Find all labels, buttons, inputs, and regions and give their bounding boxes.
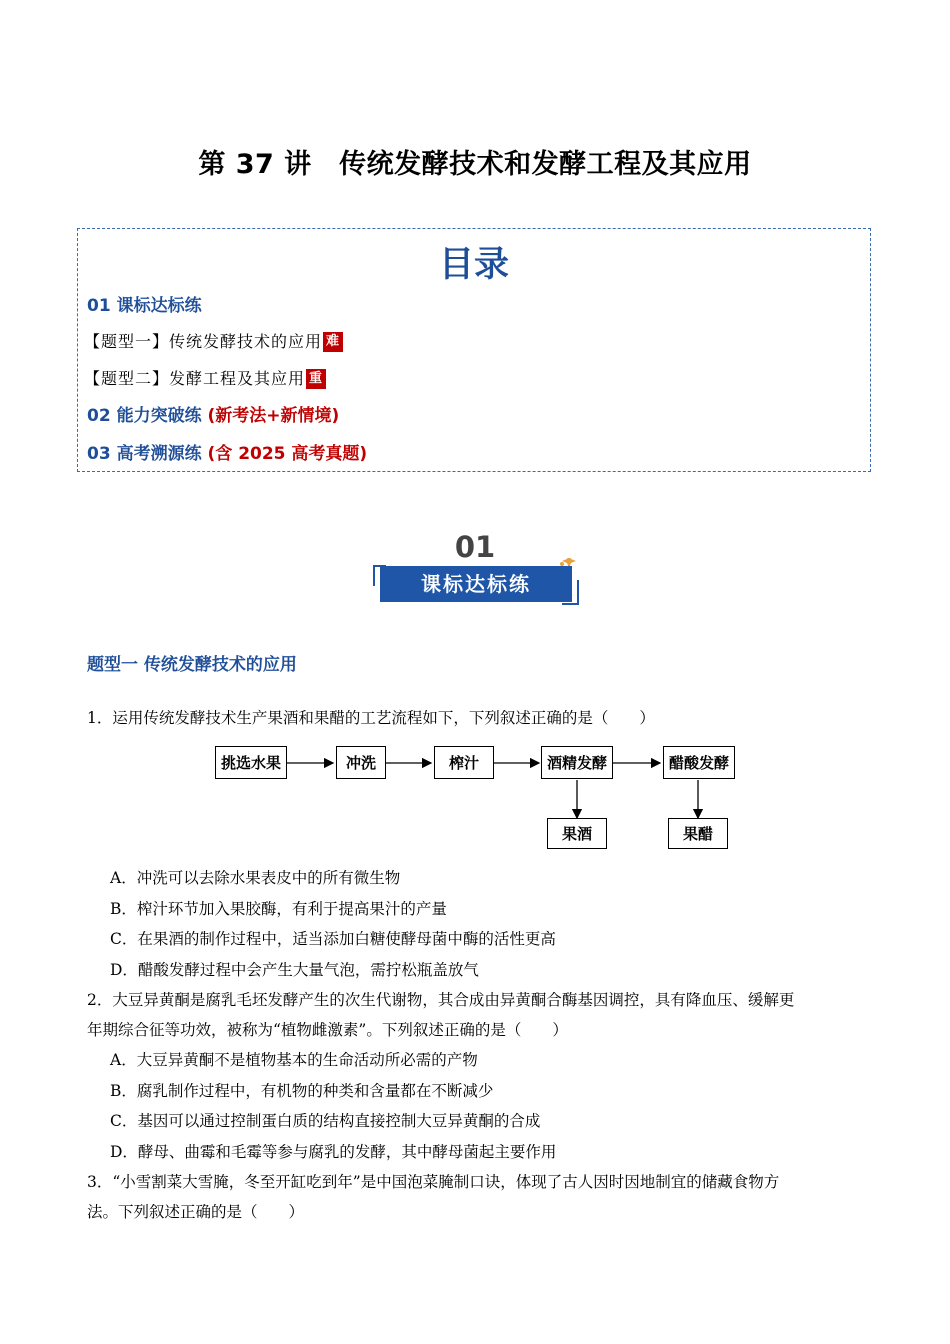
flow-product-vinegar: 果醋 [668,818,728,849]
toc-item-2-label: 【题型二】发酵工程及其应用 [84,369,306,388]
question-1-stem: 1．运用传统发酵技术生产果酒和果醋的工艺流程如下，下列叙述正确的是（ ） [87,709,655,727]
toc-item-2[interactable] [84,366,326,389]
toc-section-3-note: (含 2025 高考真题) [207,444,368,464]
flow-product-wine: 果酒 [547,818,607,849]
section-number: 01 [454,530,496,564]
question-3-stem-line-2: 法。下列叙述正确的是（ ） [87,1203,305,1221]
flow-step-juice: 榨汁 [434,746,494,779]
question-type-title: 题型一 传统发酵技术的应用 [87,655,297,675]
flow-step-wash: 冲洗 [336,746,386,779]
toc-section-1[interactable]: 01 课标达标练 [87,296,202,316]
toc-section-3-label: 03 高考溯源练 [87,444,208,464]
question-2-option-b[interactable]: B．腐乳制作过程中，有机物的种类和含量都在不断减少 [110,1082,494,1100]
table-of-contents [77,228,871,472]
page-title: 第 37 讲 传统发酵技术和发酵工程及其应用 [198,149,752,180]
toc-section-2[interactable] [87,401,339,426]
flow-step-select-fruit: 挑选水果 [215,746,287,779]
difficulty-badge: 难 [323,332,343,352]
toc-item-1[interactable] [84,329,343,352]
toc-heading: 目录 [438,245,509,285]
toc-section-2-label: 02 能力突破练 [87,406,208,426]
toc-section-2-note: (新考法+新情境) [207,406,340,426]
toc-section-3[interactable] [87,439,367,464]
importance-badge: 重 [306,369,326,389]
flow-step-acetic-fermentation: 醋酸发酵 [663,746,735,779]
toc-item-1-label: 【题型一】传统发酵技术的应用 [84,332,323,351]
question-2-option-c[interactable]: C．基因可以通过控制蛋白质的结构直接控制大豆异黄酮的合成 [110,1112,541,1130]
question-1-option-b[interactable]: B．榨汁环节加入果胶酶，有利于提高果汁的产量 [110,900,447,918]
question-2-option-d[interactable]: D．酵母、曲霉和毛霉等参与腐乳的发酵，其中酵母菌起主要作用 [110,1143,557,1161]
question-1-option-d[interactable]: D．醋酸发酵过程中会产生大量气泡，需拧松瓶盖放气 [110,961,479,979]
question-1-option-a[interactable]: A．冲洗可以去除水果表皮中的所有微生物 [110,869,401,887]
question-3-stem-line-1: 3．“小雪割菜大雪腌，冬至开缸吃到年”是中国泡菜腌制口诀，体现了古人因时因地制宜的储藏食物方 [87,1173,780,1191]
section-banner: 课标达标练 [380,566,572,602]
question-2-stem-line-1: 2．大豆异黄酮是腐乳毛坯发酵产生的次生代谢物，其合成由异黄酮合酶基因调控，具有降血压、缓解更 [87,991,795,1009]
question-2-option-a[interactable]: A．大豆异黄酮不是植物基本的生命活动所必需的产物 [110,1051,478,1069]
question-2-stem-line-2: 年期综合征等功效，被称为“植物雌激素”。下列叙述正确的是（ ） [87,1021,568,1039]
flow-step-alcohol-fermentation: 酒精发酵 [541,746,613,779]
question-1-option-c[interactable]: C．在果酒的制作过程中，适当添加白糖使酵母菌中酶的活性更高 [110,930,556,948]
